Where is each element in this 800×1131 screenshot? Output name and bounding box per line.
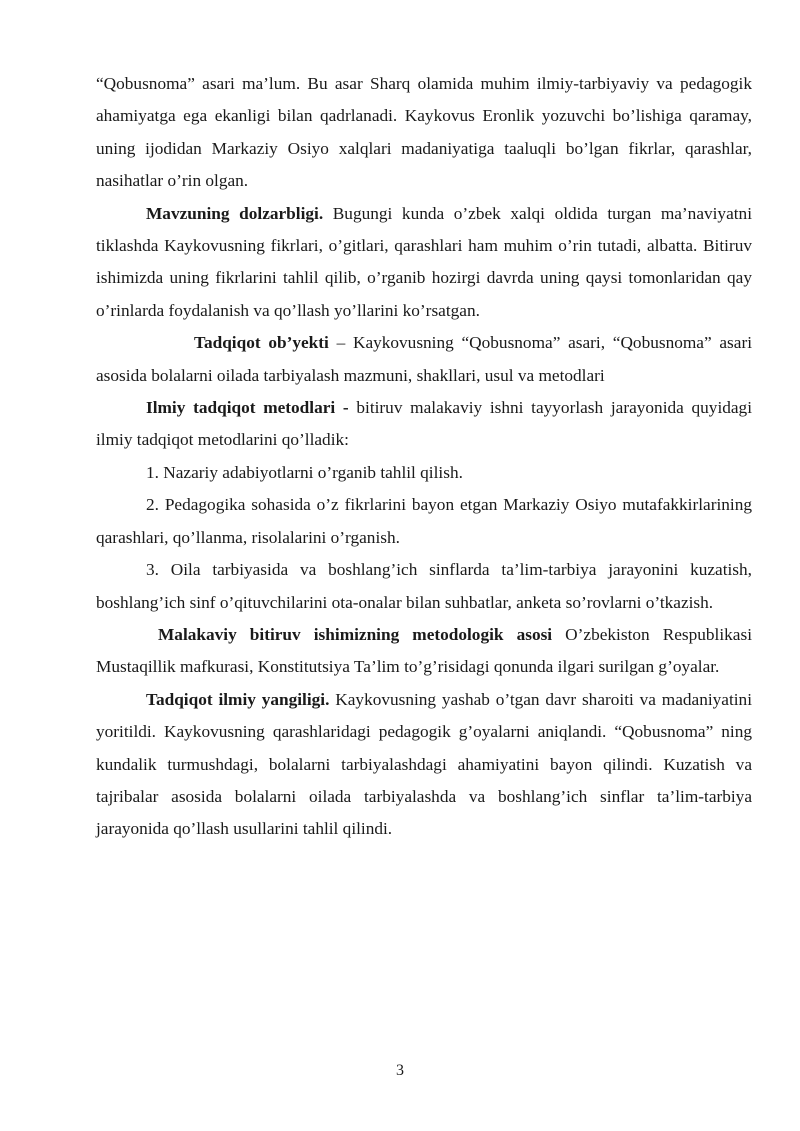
page-number: 3 [396,1062,404,1079]
methods-paragraph [96,392,752,457]
method-item-2: 2. Pedagogika sohasida o’z fikrlarini bayon etgan Markaziy Osiyo mutafakkirlarining qarashlari, qo’llanma, risolalarini o’rganish. [96,495,752,547]
methodology-heading: Malakaviy bitiruv ishimizning metodologik asosi [158,624,553,644]
relevance-text: Bugungi kunda o’zbek xalqi oldida turgan ma’naviyatni tiklashda Kaykovusning fikrlari, o’gitlari, qarashlari ham muhim o’rin tutadi, albatta. Bitiruv ishimizda uning fikrlarini tahlil qilib, o’rganib hozirgi davrda uning qaysi tomonlaridan qay o’rinlarda foydalanish va qo’llash yo’llarini ko’rsatgan. [96,203,752,320]
method-item-1: 1. Nazariy adabiyotlarni o’rganib tahlil qilish. [146,462,463,482]
object-heading: Tadqiqot ob’yekti [194,333,329,353]
novelty-paragraph [96,684,752,846]
relevance-heading: Mavzuning dolzarbligi. [146,203,324,223]
object-text: – Kaykovusning “Qobusnoma” asari, “Qobusnoma” asari asosida bolalarni oilada tarbiyalash mazmuni, shakllari, usul va metodlari [96,333,752,385]
novelty-text: Kaykovusning yashab o’tgan davr sharoiti va madaniyatini yoritildi. Kaykovusning qarashlaridagi pedagogik g’oyalarni aniqlandi. “Qobusnoma” ning kundalik turmushdagi, bolalarni tarbiyalashdagi ahamiyatini bayon qilindi. Kuzatish va tajribalar asosida bolalarni oilada tarbiyalashda va boshlang’ich sinflar ta’lim-tarbiya jarayonida qo’llash usullarini tahlil qilindi. [96,689,752,839]
methodology-paragraph [96,619,752,684]
novelty-heading: Tadqiqot ilmiy yangiligi. [146,689,330,709]
methods-text: bitiruv malakaviy ishni tayyorlash jarayonida quyidagi ilmiy tadqiqot metodlarini qo’lladik: [96,398,752,450]
relevance-paragraph [96,198,752,328]
methodology-text: O’zbekiston Respublikasi Mustaqillik mafkurasi, Konstitutsiya Ta’lim to’g’risidagi qonunda ilgari surilgan g’oyalar. [96,624,752,677]
methods-heading: Ilmiy tadqiqot metodlari - [146,398,349,418]
object-paragraph [96,327,752,392]
intro-paragraph: “Qobusnoma” asari ma’lum. Bu asar Sharq olamida muhim ilmiy-tarbiyaviy va pedagogik ahamiyatga ega ekanligi bilan qadrlanadi. Kaykovus Eronlik yozuvchi bo’lishiga qaramay, uning ijodidan Markaziy Osiyo xalqlari madaniyatiga taaluqli bo’lgan fikrlar, qarashlar, nasihatlar o’rin olgan. [96,74,752,191]
page-body [96,68,752,846]
method-item-3: 3. Oila tarbiyasida va boshlang’ich sinflarda ta’lim-tarbiya jarayonini kuzatish, boshlang’ich sinf o’qituvchilarini ota-onalar bilan suhbatlar, anketa so’rovlarni o’tkazish. [96,560,752,612]
